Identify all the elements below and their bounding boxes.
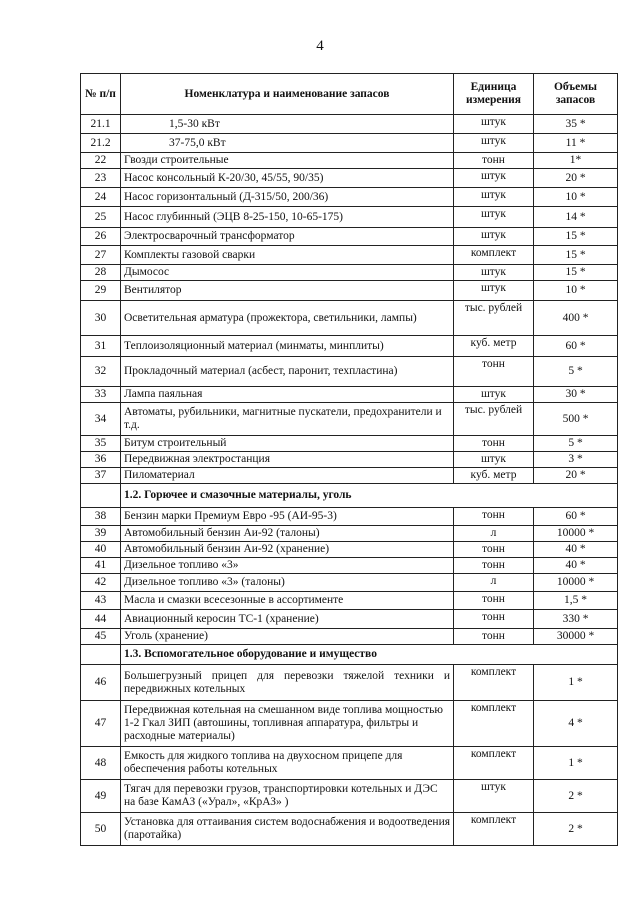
item-unit: тонн xyxy=(454,610,534,629)
item-volume: 15 * xyxy=(534,246,618,265)
item-volume: 40 * xyxy=(534,558,618,574)
row-number: 27 xyxy=(81,246,121,265)
item-volume: 3 * xyxy=(534,452,618,468)
item-name: Передвижная котельная на смешанном виде топлива мощностью 1-2 Гкал ЗИП (автошины, топливная аппаратура, фильтры и расходные материалы) xyxy=(121,701,454,747)
row-number: 48 xyxy=(81,747,121,780)
item-name: Дизельное топливо «3» (талоны) xyxy=(121,574,454,592)
table-row xyxy=(81,188,618,207)
item-unit: куб. метр xyxy=(454,468,534,484)
item-unit: комплект xyxy=(454,747,534,780)
row-number: 39 xyxy=(81,526,121,542)
table-row xyxy=(81,508,618,526)
table-row xyxy=(81,629,618,645)
row-number: 41 xyxy=(81,558,121,574)
item-name: Комплекты газовой сварки xyxy=(121,246,454,265)
row-number: 40 xyxy=(81,542,121,558)
table-body xyxy=(81,115,618,846)
item-volume: 35 * xyxy=(534,115,618,134)
section-num-cell xyxy=(81,645,121,665)
item-unit: штук xyxy=(454,281,534,301)
item-name: Прокладочный материал (асбест, паронит, техпластина) xyxy=(121,357,454,387)
item-unit: тыс. рублей xyxy=(454,403,534,436)
section-num-cell xyxy=(81,484,121,508)
item-name: 37-75,0 кВт xyxy=(121,134,454,153)
item-unit: тонн xyxy=(454,436,534,452)
table-row xyxy=(81,207,618,228)
table-row xyxy=(81,780,618,813)
row-number: 34 xyxy=(81,403,121,436)
item-name: Гвозди строительные xyxy=(121,153,454,169)
item-volume: 4 * xyxy=(534,701,618,747)
item-volume: 10 * xyxy=(534,188,618,207)
item-volume: 5 * xyxy=(534,357,618,387)
item-name: Автомобильный бензин Аи-92 (талоны) xyxy=(121,526,454,542)
item-unit: штук xyxy=(454,188,534,207)
item-name: Лампа паяльная xyxy=(121,387,454,403)
row-number: 29 xyxy=(81,281,121,301)
row-number: 23 xyxy=(81,169,121,188)
item-name: Масла и смазки всесезонные в ассортименте xyxy=(121,592,454,610)
item-unit: тонн xyxy=(454,153,534,169)
item-name: Авиационный керосин ТС-1 (хранение) xyxy=(121,610,454,629)
item-unit: штук xyxy=(454,228,534,246)
page-number: 4 xyxy=(316,38,324,54)
item-volume: 10000 * xyxy=(534,526,618,542)
item-name: Битум строительный xyxy=(121,436,454,452)
item-volume: 60 * xyxy=(534,336,618,357)
table-row xyxy=(81,574,618,592)
table-row xyxy=(81,468,618,484)
row-number: 43 xyxy=(81,592,121,610)
table-row xyxy=(81,403,618,436)
table-row xyxy=(81,436,618,452)
row-number: 44 xyxy=(81,610,121,629)
row-number: 21.2 xyxy=(81,134,121,153)
item-name: Электросварочный трансформатор xyxy=(121,228,454,246)
table-row xyxy=(81,265,618,281)
row-number: 35 xyxy=(81,436,121,452)
header-unit: Единица измерения xyxy=(454,74,534,115)
header-volume: Объемы запасов xyxy=(534,74,618,115)
header-name: Номенклатура и наименование запасов xyxy=(121,74,454,115)
item-name: Вентилятор xyxy=(121,281,454,301)
row-number: 36 xyxy=(81,452,121,468)
table-row xyxy=(81,558,618,574)
item-name: Передвижная электростанция xyxy=(121,452,454,468)
item-volume: 1* xyxy=(534,153,618,169)
item-unit: штук xyxy=(454,780,534,813)
table-row xyxy=(81,169,618,188)
table-row xyxy=(81,134,618,153)
row-number: 32 xyxy=(81,357,121,387)
item-name: Осветительная арматура (прожектора, светильники, лампы) xyxy=(121,301,454,336)
table-row xyxy=(81,526,618,542)
item-name: Насос глубинный (ЭЦВ 8-25-150, 10-65-175) xyxy=(121,207,454,228)
table-row xyxy=(81,747,618,780)
item-name: Насос горизонтальный (Д-315/50, 200/36) xyxy=(121,188,454,207)
item-name: Насос консольный К-20/30, 45/55, 90/35) xyxy=(121,169,454,188)
item-volume: 1 * xyxy=(534,665,618,701)
table-row xyxy=(81,542,618,558)
item-name: 1,5-30 кВт xyxy=(121,115,454,134)
item-volume: 60 * xyxy=(534,508,618,526)
row-number: 30 xyxy=(81,301,121,336)
item-volume: 30000 * xyxy=(534,629,618,645)
item-name: Теплоизоляционный материал (минматы, минплиты) xyxy=(121,336,454,357)
table-row xyxy=(81,592,618,610)
item-volume: 40 * xyxy=(534,542,618,558)
row-number: 47 xyxy=(81,701,121,747)
item-unit: штук xyxy=(454,387,534,403)
table-row xyxy=(81,610,618,629)
item-volume: 400 * xyxy=(534,301,618,336)
item-volume: 10 * xyxy=(534,281,618,301)
row-number: 33 xyxy=(81,387,121,403)
table-row xyxy=(81,665,618,701)
item-unit: тыс. рублей xyxy=(454,301,534,336)
item-unit: комплект xyxy=(454,813,534,846)
section-row xyxy=(81,484,618,508)
item-volume: 1 * xyxy=(534,747,618,780)
item-volume: 500 * xyxy=(534,403,618,436)
row-number: 26 xyxy=(81,228,121,246)
item-volume: 1,5 * xyxy=(534,592,618,610)
item-unit: тонн xyxy=(454,629,534,645)
table-header-row xyxy=(81,74,618,115)
table-row xyxy=(81,357,618,387)
item-unit: комплект xyxy=(454,665,534,701)
section-title: 1.2. Горючее и смазочные материалы, уголь xyxy=(121,484,618,508)
item-volume: 30 * xyxy=(534,387,618,403)
item-unit: л xyxy=(454,526,534,542)
row-number: 22 xyxy=(81,153,121,169)
item-name: Уголь (хранение) xyxy=(121,629,454,645)
item-unit: штук xyxy=(454,169,534,188)
item-volume: 15 * xyxy=(534,228,618,246)
row-number: 38 xyxy=(81,508,121,526)
table-row xyxy=(81,813,618,846)
row-number: 45 xyxy=(81,629,121,645)
item-volume: 2 * xyxy=(534,813,618,846)
table-row xyxy=(81,153,618,169)
item-volume: 11 * xyxy=(534,134,618,153)
item-name: Автомобильный бензин Аи-92 (хранение) xyxy=(121,542,454,558)
item-unit: комплект xyxy=(454,246,534,265)
row-number: 50 xyxy=(81,813,121,846)
item-unit: тонн xyxy=(454,558,534,574)
table-row xyxy=(81,301,618,336)
item-unit: л xyxy=(454,574,534,592)
table-row xyxy=(81,387,618,403)
item-volume: 330 * xyxy=(534,610,618,629)
item-unit: тонн xyxy=(454,357,534,387)
row-number: 28 xyxy=(81,265,121,281)
item-volume: 10000 * xyxy=(534,574,618,592)
table-row xyxy=(81,246,618,265)
row-number: 21.1 xyxy=(81,115,121,134)
row-number: 31 xyxy=(81,336,121,357)
item-unit: штук xyxy=(454,134,534,153)
row-number: 46 xyxy=(81,665,121,701)
table-row xyxy=(81,115,618,134)
item-unit: тонн xyxy=(454,542,534,558)
table-row xyxy=(81,336,618,357)
item-volume: 20 * xyxy=(534,169,618,188)
row-number: 42 xyxy=(81,574,121,592)
table-row xyxy=(81,452,618,468)
header-num: № п/п xyxy=(81,74,121,115)
row-number: 25 xyxy=(81,207,121,228)
item-volume: 20 * xyxy=(534,468,618,484)
item-name: Дымосос xyxy=(121,265,454,281)
item-name: Тягач для перевозки грузов, транспортировки котельных и ДЭС на базе КамАЗ («Урал», «КрАЗ» ) xyxy=(121,780,454,813)
row-number: 24 xyxy=(81,188,121,207)
item-name: Большегрузный прицеп для перевозки тяжелой техники и передвижных котельных xyxy=(121,665,454,701)
item-volume: 5 * xyxy=(534,436,618,452)
item-unit: комплект xyxy=(454,701,534,747)
item-unit: штук xyxy=(454,265,534,281)
item-name: Пиломатериал xyxy=(121,468,454,484)
item-unit: штук xyxy=(454,115,534,134)
item-name: Емкость для жидкого топлива на двухосном прицепе для обеспечения работы котельных xyxy=(121,747,454,780)
reserves-table xyxy=(80,73,618,846)
row-number: 37 xyxy=(81,468,121,484)
row-number: 49 xyxy=(81,780,121,813)
item-unit: штук xyxy=(454,452,534,468)
item-name: Установка для оттаивания систем водоснабжения и водоотведения (паротайка) xyxy=(121,813,454,846)
item-unit: тонн xyxy=(454,508,534,526)
item-name: Автоматы, рубильники, магнитные пускатели, предохранители и т.д. xyxy=(121,403,454,436)
item-volume: 15 * xyxy=(534,265,618,281)
item-unit: тонн xyxy=(454,592,534,610)
table-row xyxy=(81,701,618,747)
item-unit: куб. метр xyxy=(454,336,534,357)
item-unit: штук xyxy=(454,207,534,228)
section-title: 1.3. Вспомогательное оборудование и имущество xyxy=(121,645,618,665)
item-volume: 14 * xyxy=(534,207,618,228)
section-row xyxy=(81,645,618,665)
item-name: Дизельное топливо «3» xyxy=(121,558,454,574)
table-row xyxy=(81,228,618,246)
item-name: Бензин марки Премиум Евро -95 (АИ-95-3) xyxy=(121,508,454,526)
table-row xyxy=(81,281,618,301)
item-volume: 2 * xyxy=(534,780,618,813)
